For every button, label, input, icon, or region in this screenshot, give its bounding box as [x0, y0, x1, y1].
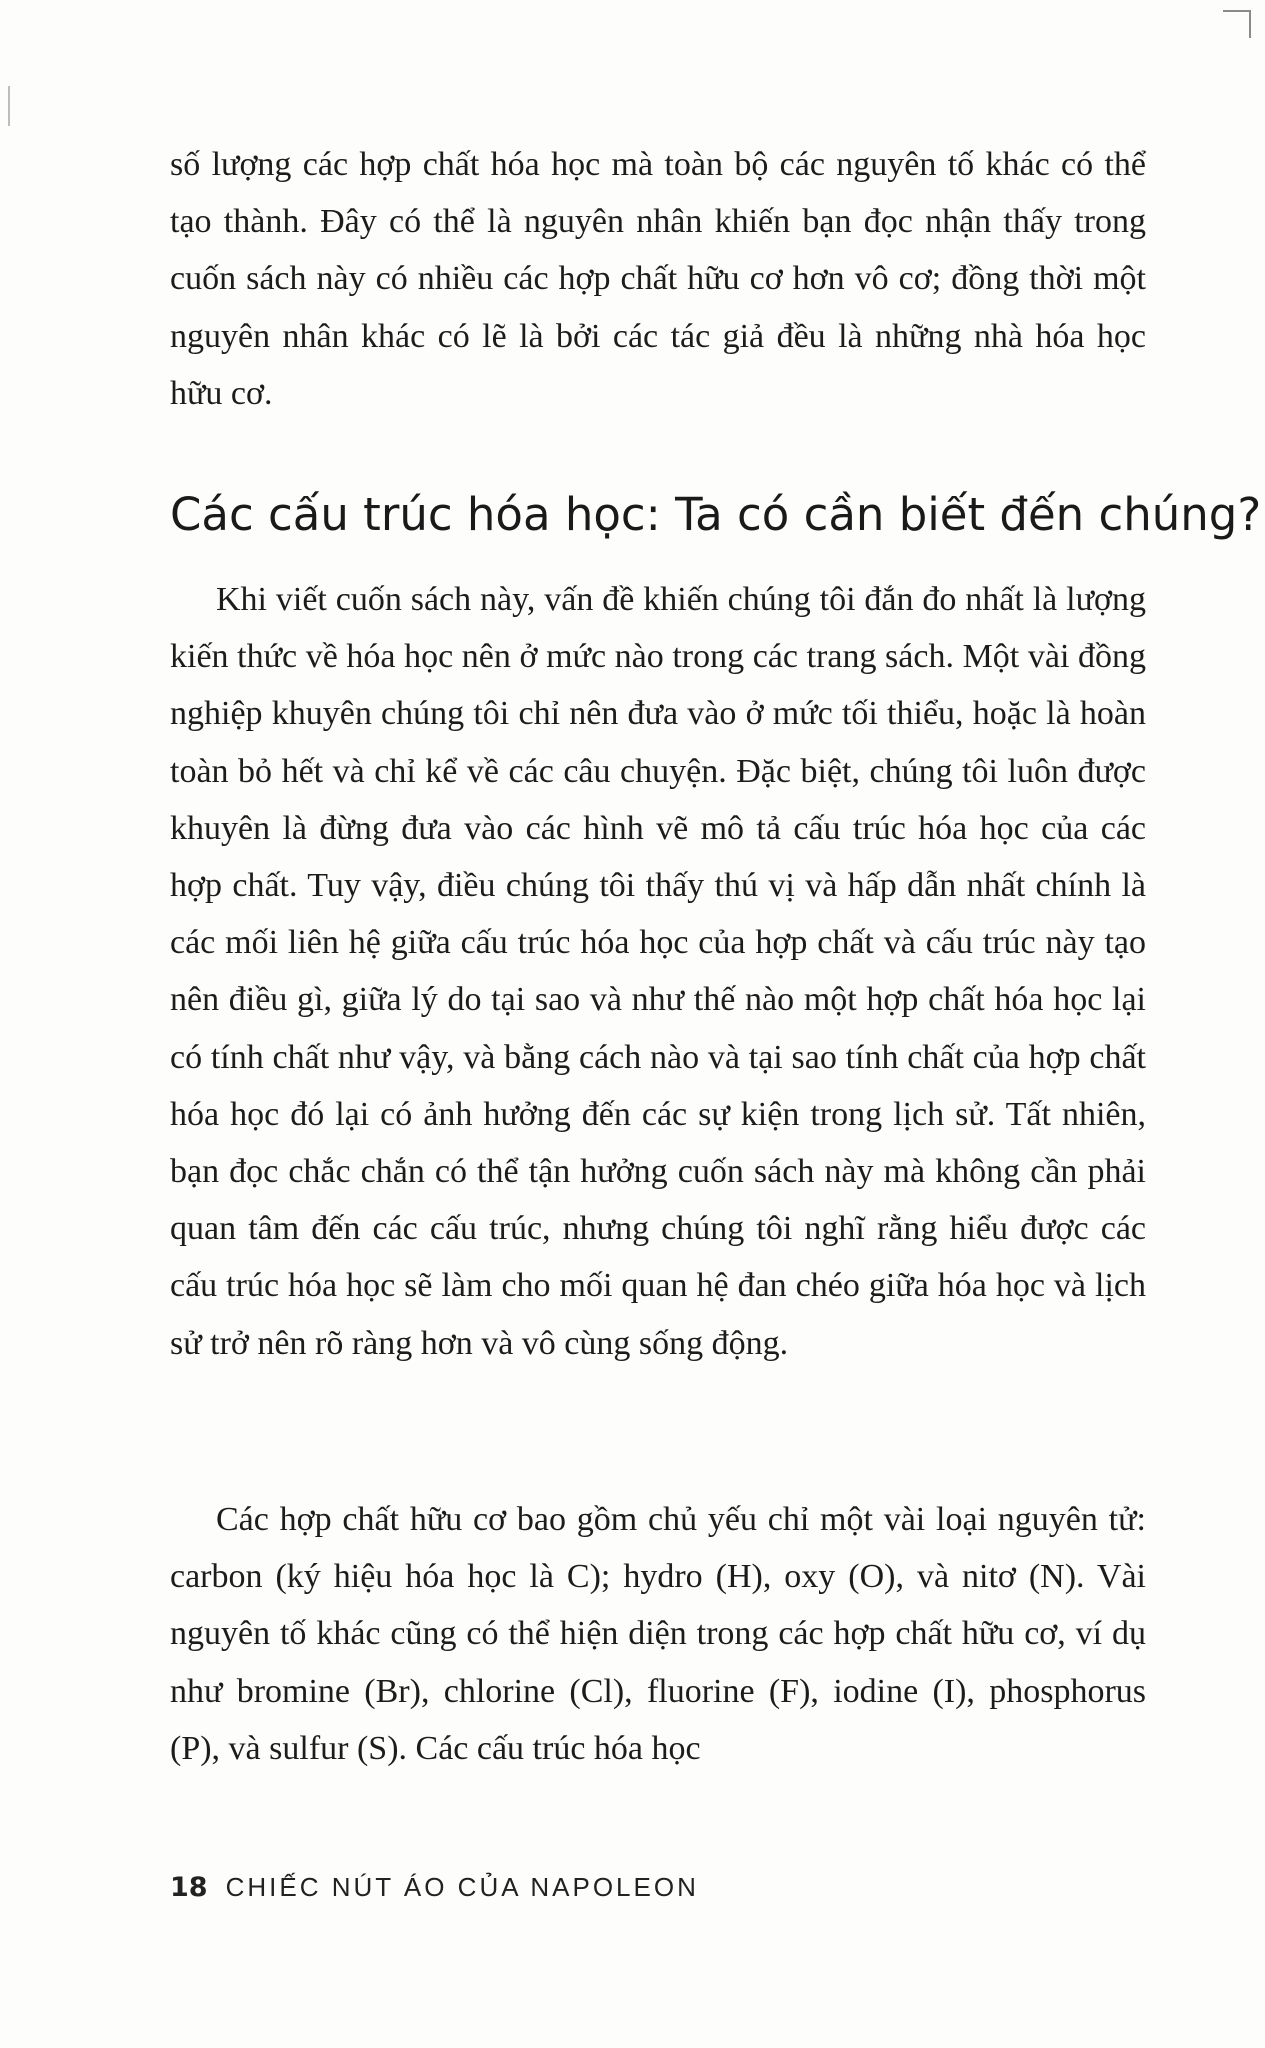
page-number: 18 — [170, 1872, 208, 1903]
page-footer — [170, 1872, 699, 1903]
running-title: CHIẾC NÚT ÁO CỦA NAPOLEON — [225, 1872, 699, 1902]
section-heading: Các cấu trúc hóa học: Ta có cần biết đến chúng? — [170, 488, 1262, 541]
page-edge-shadow — [8, 86, 10, 126]
continued-paragraph — [170, 136, 1146, 422]
paragraph-2 — [170, 1491, 1146, 1777]
continued-paragraph-text: số lượng các hợp chất hóa học mà toàn bộ các nguyên tố khác có thể tạo thành. Đây có thể là nguyên nhân khiến bạn đọc nhận thấy trong cuốn sách này có nhiều các hợp chất hữu cơ hơn vô cơ; đồng thời một nguyên nhân khác có lẽ là bởi các tác giả đều là những nhà hóa học hữu cơ. — [170, 146, 1146, 412]
paragraph-2-text: Các hợp chất hữu cơ bao gồm chủ yếu chỉ một vài loại nguyên tử: carbon (ký hiệu hóa học là C); hydro (H), oxy (O), và nitơ (N). Vài nguyên tố khác cũng có thể hiện diện trong các hợp chất hữu cơ, ví dụ như bromine (Br), chlorine (Cl), fluorine (F), iodine (I), phosphorus (P), và sulfur (S). Các cấu trúc hóa học — [170, 1501, 1146, 1767]
paragraph-1 — [170, 571, 1146, 1372]
scan-corner-mark — [1223, 10, 1251, 38]
paragraph-1-text: Khi viết cuốn sách này, vấn đề khiến chúng tôi đắn đo nhất là lượng kiến thức về hóa học nên ở mức nào trong các trang sách. Một vài đồng nghiệp khuyên chúng tôi chỉ nên đưa vào ở mức tối thiểu, hoặc là hoàn toàn bỏ hết và chỉ kể về các câu chuyện. Đặc biệt, chúng tôi luôn được khuyên là đừng đưa vào các hình vẽ mô tả cấu trúc hóa học của các hợp chất. Tuy vậy, điều chúng tôi thấy thú vị và hấp dẫn nhất chính là các mối liên hệ giữa cấu trúc hóa học của hợp chất và cấu trúc này tạo nên điều gì, giữa lý do tại sao và như thế nào một hợp chất hóa học lại có tính chất như vậy, và bằng cách nào và tại sao tính chất của hợp chất hóa học đó lại có ảnh hưởng đến các sự kiện trong lịch sử. Tất nhiên, bạn đọc chắc chắn có thể tận hưởng cuốn sách này mà không cần phải quan tâm đến các cấu trúc, nhưng chúng tôi nghĩ rằng hiểu được các cấu trúc hóa học sẽ làm cho mối quan hệ đan chéo giữa hóa học và lịch sử trở nên rõ ràng hơn và vô cùng sống động. — [170, 581, 1146, 1362]
